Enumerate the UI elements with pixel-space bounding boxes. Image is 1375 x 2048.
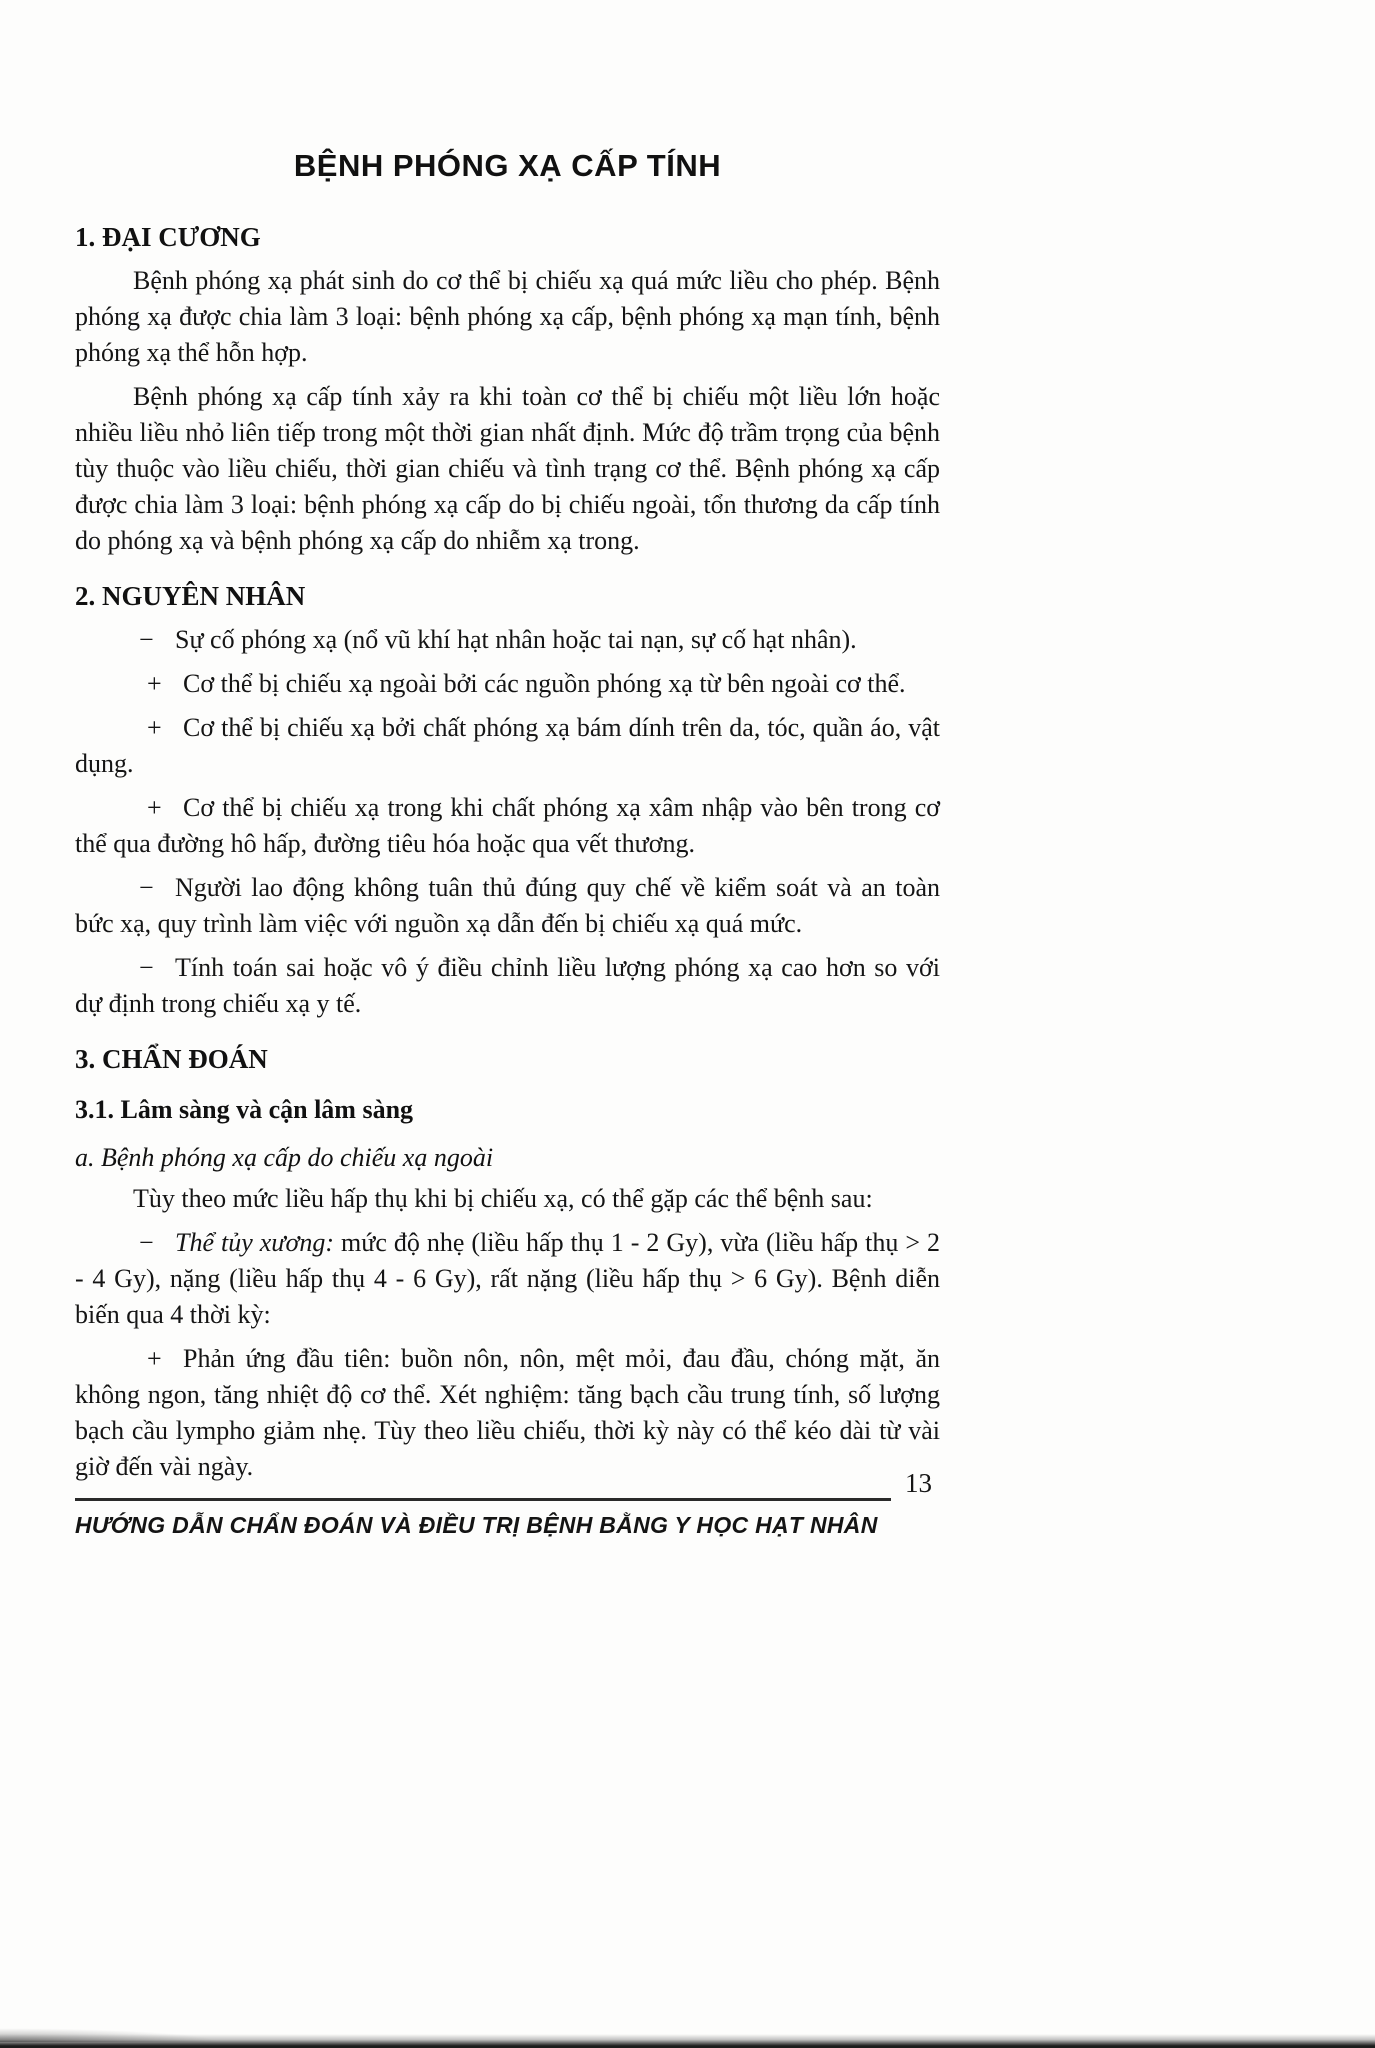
list-item-marrow-form [75,1225,940,1333]
plus-marker: + [147,669,162,698]
footer-rule [75,1498,891,1501]
dash-marker: − [139,625,154,654]
list-item-text: Phản ứng đầu tiên: buồn nôn, nôn, mệt mỏi, đau đầu, chóng mặt, ăn không ngon, tăng nhiệt độ cơ thể. Xét nghiệm: tăng bạch cầu trung tính, số lượng bạch cầu lympho giảm nhẹ. Tùy theo liều chiếu, thời kỳ này có thể kéo dài từ vài giờ đến vài ngày. [75,1344,940,1481]
plus-marker: + [147,1344,162,1373]
list-item-cause-5 [75,870,940,942]
list-item-text: mức độ nhẹ (liều hấp thụ 1 - 2 Gy), vừa (liều hấp thụ > 2 - 4 Gy), nặng (liều hấp thụ 4 - 6 Gy), rất nặng (liều hấp thụ > 6 Gy). Bệnh diễn biến qua 4 thời kỳ: [75,1228,940,1329]
list-item-lead: Thể tủy xương: [175,1228,335,1257]
list-item-cause-1 [75,622,940,658]
list-item-text: Tính toán sai hoặc vô ý điều chỉnh liều lượng phóng xạ cao hơn so với dự định trong chiếu xạ y tế. [75,953,940,1018]
section-heading-2: 2. NGUYÊN NHÂN [75,581,306,611]
list-item-text: Người lao động không tuân thủ đúng quy chế về kiểm soát và an toàn bức xạ, quy trình làm việc với nguồn xạ dẫn đến bị chiếu xạ quá mức. [75,873,940,938]
section-heading-1: 1. ĐẠI CƯƠNG [75,222,261,252]
list-item-cause-3 [75,710,940,782]
list-item-text: Cơ thể bị chiếu xạ ngoài bởi các nguồn phóng xạ từ bên ngoài cơ thể. [183,669,906,698]
plus-marker: + [147,713,162,742]
paragraph-intro-dose: Tùy theo mức liều hấp thụ khi bị chiếu xạ, có thể gặp các thể bệnh sau: [133,1184,873,1213]
list-item-text: Cơ thể bị chiếu xạ trong khi chất phóng xạ xâm nhập vào bên trong cơ thể qua đường hô hấp, đường tiêu hóa hoặc qua vết thương. [75,793,940,858]
paragraph-overview-1: Bệnh phóng xạ phát sinh do cơ thể bị chiếu xạ quá mức liều cho phép. Bệnh phóng xạ được chia làm 3 loại: bệnh phóng xạ cấp, bệnh phóng xạ mạn tính, bệnh phóng xạ thể hỗn hợp. [75,266,940,367]
paragraph-overview-2: Bệnh phóng xạ cấp tính xảy ra khi toàn cơ thể bị chiếu một liều lớn hoặc nhiều liều nhỏ liên tiếp trong một thời gian nhất định. Mức độ trầm trọng của bệnh tùy thuộc vào liều chiếu, thời gian chiếu và tình trạng cơ thể. Bệnh phóng xạ cấp được chia làm 3 loại: bệnh phóng xạ cấp do bị chiếu ngoài, tổn thương da cấp tính do phóng xạ và bệnh phóng xạ cấp do nhiễm xạ trong. [75,382,940,555]
plus-marker: + [147,793,162,822]
document-title: BỆNH PHÓNG XẠ CẤP TÍNH [293,148,722,183]
page-number: 13 [905,1468,932,1498]
subsection-heading-3-1: 3.1. Lâm sàng và cận lâm sàng [75,1095,414,1124]
list-item-cause-6 [75,950,940,1022]
dash-marker: − [139,873,154,902]
page-content [75,0,940,1493]
list-item-cause-2 [75,666,940,702]
list-item-phase-1 [75,1341,940,1485]
list-item-text: Cơ thể bị chiếu xạ bởi chất phóng xạ bám dính trên da, tóc, quần áo, vật dụng. [75,713,940,778]
footer-running-title: HƯỚNG DẪN CHẨN ĐOÁN VÀ ĐIỀU TRỊ BỆNH BẰNG Y HỌC HẠT NHÂN [75,1512,878,1538]
dash-marker: − [139,953,154,982]
list-item-text: Sự cố phóng xạ (nổ vũ khí hạt nhân hoặc tai nạn, sự cố hạt nhân). [175,625,857,654]
scan-bottom-edge [0,2034,1375,2048]
list-item-cause-4 [75,790,940,862]
subsection-heading-a: a. Bệnh phóng xạ cấp do chiếu xạ ngoài [75,1143,494,1172]
dash-marker: − [139,1228,154,1257]
section-heading-3: 3. CHẨN ĐOÁN [75,1044,268,1074]
